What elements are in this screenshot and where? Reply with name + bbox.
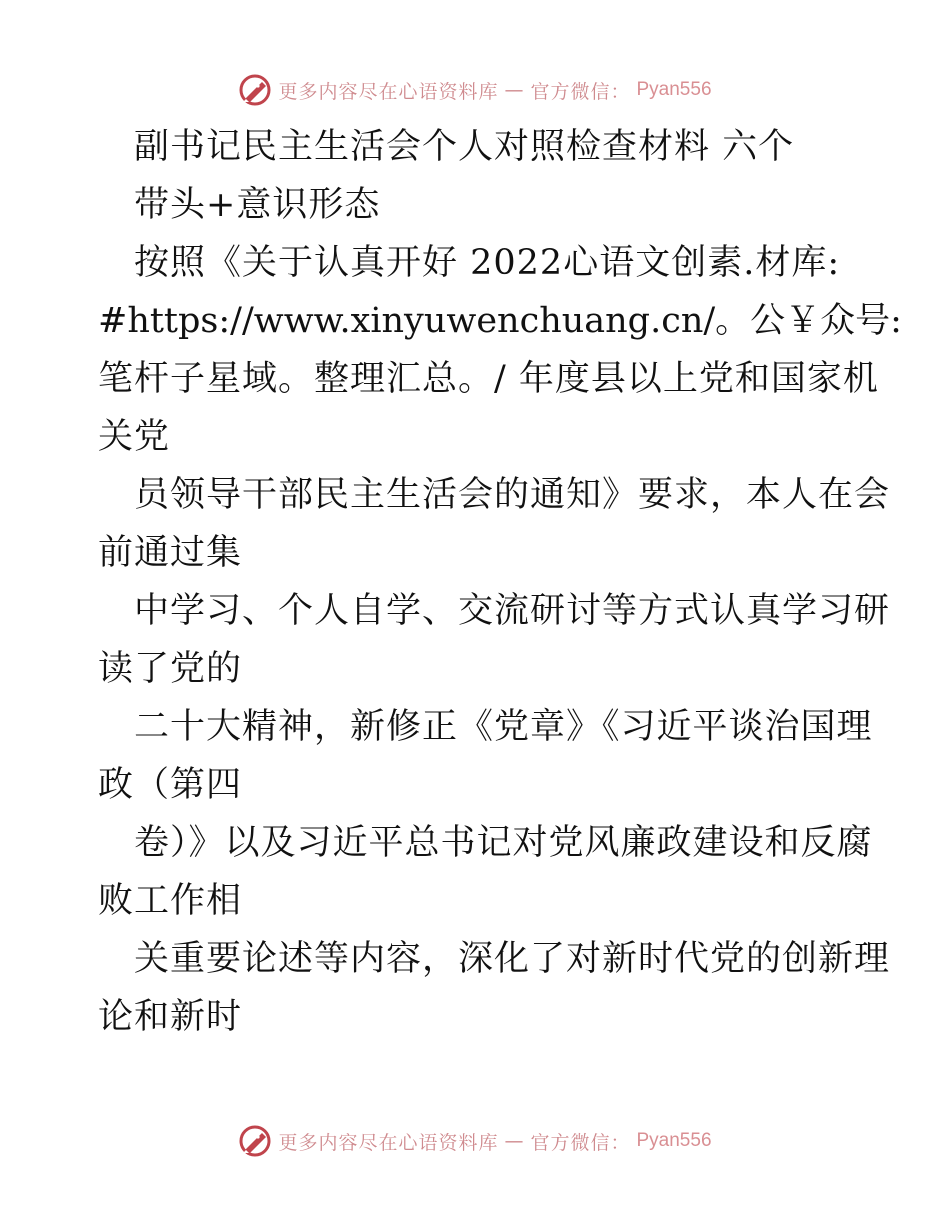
footer-watermark xyxy=(0,1121,950,1161)
paragraph-line: 论和新时 xyxy=(98,997,243,1037)
paragraph-line: 按照《关于认真开好 2022心语文创素.材库: xyxy=(134,243,841,283)
pen-logo-icon xyxy=(238,73,272,107)
banner-text: 更多内容尽在心语资料库 xyxy=(278,80,499,103)
banner-account: Pyan556 xyxy=(636,1130,712,1151)
paragraph-line: 关重要论述等内容，深化了对新时代党的创新理 xyxy=(134,939,891,979)
document-title-line-2: 带头+意识形态 xyxy=(134,185,381,225)
paragraph-line: 卷）》以及习近平总书记对党风廉政建设和反腐 xyxy=(134,823,873,863)
banner-text: 更多内容尽在心语资料库 xyxy=(278,1131,499,1154)
paragraph-line: 政（第四 xyxy=(98,765,243,805)
banner-separator: — xyxy=(504,79,525,101)
paragraph-line: 关党 xyxy=(98,417,171,457)
banner-separator: — xyxy=(504,1130,525,1152)
banner-account: Pyan556 xyxy=(636,79,712,100)
document-title-line-1: 副书记民主生活会个人对照检查材料 六个 xyxy=(134,127,795,167)
banner-label: 官方微信： xyxy=(530,1131,631,1154)
header-watermark xyxy=(0,70,950,110)
paragraph-line: 员领导干部民主生活会的通知》要求，本人在会 xyxy=(134,475,891,515)
paragraph-line: 读了党的 xyxy=(98,649,243,689)
paragraph-line: 中学习、个人自学、交流研讨等方式认真学习研 xyxy=(134,591,891,631)
pen-logo-icon xyxy=(238,1124,272,1158)
paragraph-line: 前通过集 xyxy=(98,533,243,573)
paragraph-line: #https://www.xinyuwenchuang.cn/。公￥众号: xyxy=(98,301,902,341)
paragraph-line: 二十大精神，新修正《党章》《习近平谈治国理 xyxy=(134,707,873,747)
paragraph-line: 败工作相 xyxy=(98,881,243,921)
banner-label: 官方微信： xyxy=(530,80,631,103)
paragraph-line: 笔杆子星域。整理汇总。/ 年度县以上党和国家机 xyxy=(98,359,879,399)
